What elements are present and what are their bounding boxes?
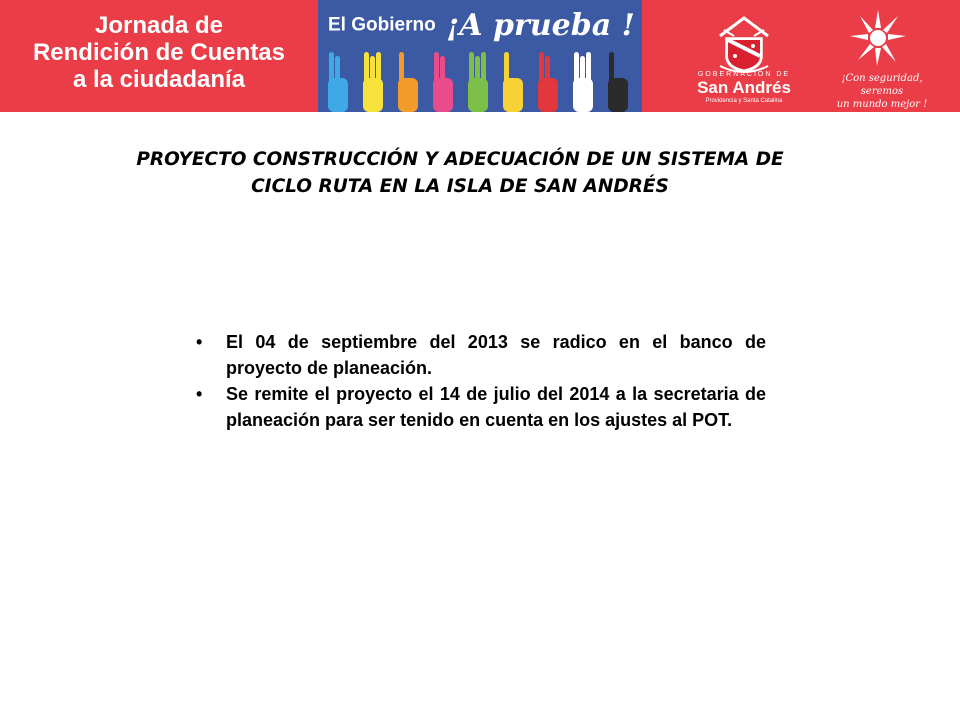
hand-icon xyxy=(538,52,558,112)
project-title xyxy=(40,146,880,200)
hand-icon xyxy=(608,52,628,112)
bullet-text: Se remite el proyecto el 14 de julio del 2014 a la secretaria de planeación para ser tenido en cuenta en los ajustes al POT. xyxy=(226,384,766,430)
event-title-line: Rendición de Cuentas xyxy=(32,39,286,66)
list-item xyxy=(196,329,766,381)
header-banner xyxy=(0,0,960,112)
raised-hands-icon xyxy=(318,44,642,112)
government-subtitle: Providencia y Santa Catalina xyxy=(705,98,783,104)
event-title-line: a la ciudadanía xyxy=(72,66,246,93)
hand-icon xyxy=(398,52,418,112)
motto xyxy=(826,72,938,111)
sun-logo-icon xyxy=(846,8,910,72)
project-title-line: PROYECTO CONSTRUCCIÓN Y ADECUACIÓN DE UN SISTEMA DE xyxy=(136,149,784,170)
list-item xyxy=(196,381,766,433)
event-title xyxy=(0,12,318,93)
hand-icon xyxy=(433,52,453,112)
government-label: GOBERNACIÓN DE xyxy=(697,71,791,78)
government-name xyxy=(688,70,800,105)
hand-icon xyxy=(363,52,383,112)
event-title-line: Jornada de xyxy=(94,12,224,39)
hand-icon xyxy=(468,52,488,112)
motto-line: ¡Con seguridad, seremos xyxy=(841,73,923,97)
government-title: San Andrés xyxy=(697,78,791,97)
bullet-text: El 04 de septiembre del 2013 se radico en el banco de proyecto de planeación. xyxy=(226,332,766,378)
campaign-panel xyxy=(318,0,642,112)
bullet-icon: • xyxy=(196,332,203,352)
campaign-caption xyxy=(328,8,638,43)
campaign-prefix: El Gobierno xyxy=(328,14,436,36)
project-title-line: CICLO RUTA EN LA ISLA DE SAN ANDRÉS xyxy=(251,176,669,197)
hand-icon xyxy=(328,52,348,112)
bullet-icon: • xyxy=(196,384,203,404)
motto-line: un mundo mejor ! xyxy=(836,99,928,110)
bullet-list xyxy=(196,329,766,433)
campaign-slogan: ¡A prueba ! xyxy=(446,8,635,43)
hand-icon xyxy=(573,52,593,112)
hand-icon xyxy=(503,52,523,112)
